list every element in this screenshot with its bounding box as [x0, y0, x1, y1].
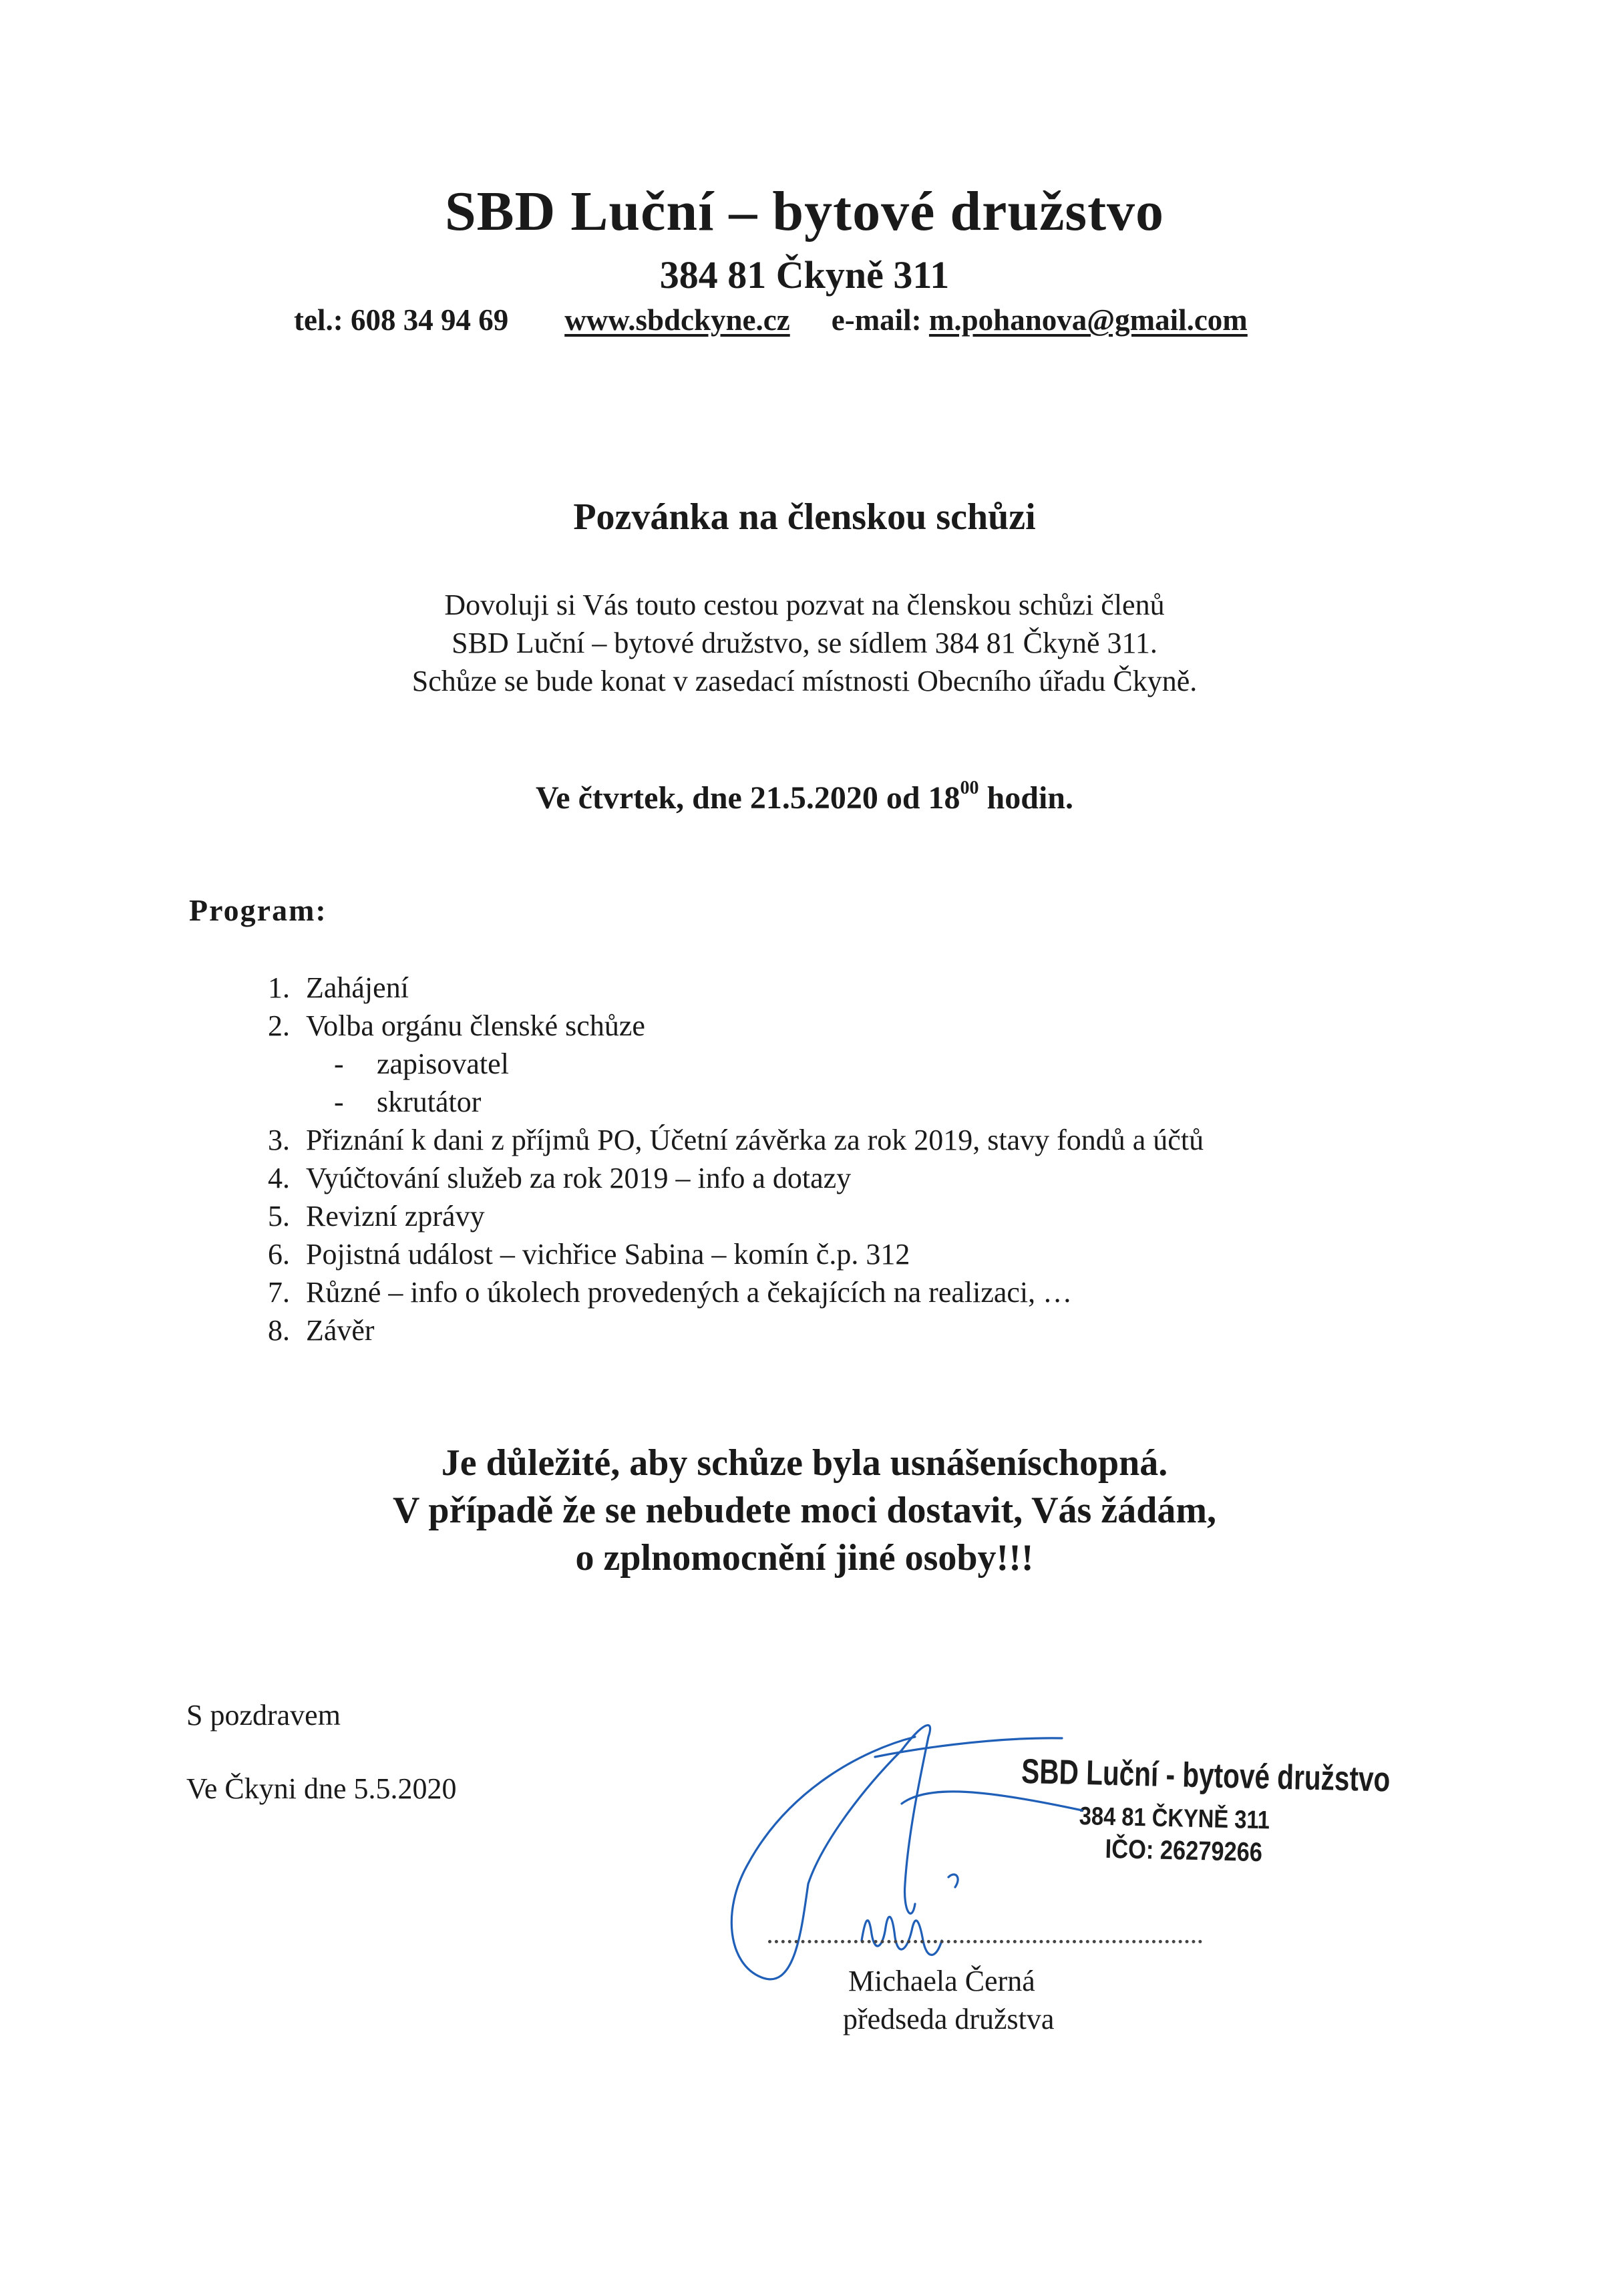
agenda-item: [232, 1311, 1204, 1349]
invitation-heading: Pozvánka na členskou schůzi: [573, 496, 1036, 538]
agenda-subitem-text: skrutátor: [377, 1086, 482, 1118]
stamp-line: 384 81 ČKYNĚ 311: [1079, 1802, 1270, 1835]
agenda-text: Přiznání k dani z příjmů PO, Účetní závěrka za rok 2019, stavy fondů a účtů: [306, 1124, 1204, 1156]
agenda-number: 2.: [268, 1009, 290, 1042]
intro-line: Schůze se bude konat v zasedací místnosti Obecního úřadu Čkyně.: [411, 665, 1198, 697]
agenda-number: 5.: [268, 1200, 290, 1233]
meeting-date-text: Ve čtvrtek, dne 21.5.2020 od 18: [536, 780, 960, 816]
agenda-text: Revizní zprávy: [306, 1200, 485, 1233]
notice-line: o zplnomocnění jiné osoby!!!: [575, 1537, 1034, 1579]
agenda-item: [232, 1235, 1204, 1273]
notice-line: Je důležité, aby schůze byla usnášeníschopná.: [441, 1442, 1168, 1484]
email-link[interactable]: m.pohanova@gmail.com: [928, 303, 1248, 337]
stamp-line: IČO: 26279266: [1105, 1834, 1263, 1868]
program-label: Program:: [189, 893, 327, 927]
agenda-text: Závěr: [306, 1314, 375, 1347]
bullet-dash: -: [334, 1047, 344, 1080]
agenda-number: 3.: [268, 1124, 290, 1156]
agenda-subitem: [232, 1083, 1204, 1121]
agenda-item: [232, 1159, 1204, 1197]
agenda-number: 8.: [268, 1314, 290, 1347]
agenda-number: 1.: [268, 971, 290, 1004]
place-and-date: Ve Čkyni dne 5.5.2020: [186, 1772, 457, 1805]
notice-line: V případě že se nebudete moci dostavit, Vás žádám,: [392, 1490, 1216, 1531]
invitation-intro: [0, 586, 1609, 700]
signatory-role: předseda družstva: [843, 2003, 1055, 2035]
important-notice: [0, 1440, 1609, 1582]
organization-address: 384 81 Čkyně 311: [659, 253, 950, 297]
agenda-list: [232, 969, 1204, 1349]
phone-number: tel.: 608 34 94 69: [294, 303, 509, 337]
agenda-item: [232, 969, 1204, 1007]
intro-line: Dovoluji si Vás touto cestou pozvat na členskou schůzi členů: [444, 589, 1165, 621]
meeting-date-suffix: hodin.: [987, 780, 1073, 816]
agenda-item: [232, 1197, 1204, 1235]
agenda-text: Zahájení: [306, 971, 409, 1004]
agenda-subitem: [232, 1045, 1204, 1083]
agenda-item: [232, 1121, 1204, 1159]
bullet-dash: -: [334, 1086, 344, 1118]
signatory-name: Michaela Černá: [848, 1965, 1035, 1997]
agenda-item: [232, 1007, 1204, 1045]
agenda-number: 7.: [268, 1276, 290, 1309]
agenda-text: Různé – info o úkolech provedených a čekajících na realizaci, …: [306, 1276, 1073, 1309]
email-label: e-mail:: [831, 303, 922, 337]
organization-name: SBD Luční – bytové družstvo: [444, 180, 1165, 242]
agenda-text: Pojistná událost – vichřice Sabina – komín č.p. 312: [306, 1238, 910, 1271]
agenda-number: 4.: [268, 1162, 290, 1194]
intro-line: SBD Luční – bytové družstvo, se sídlem 384 81 Čkyně 311.: [452, 627, 1157, 659]
agenda-subitem-text: zapisovatel: [377, 1047, 509, 1080]
contact-line: [294, 303, 1248, 337]
meeting-time-minutes: 00: [960, 778, 979, 798]
closing-greeting: S pozdravem: [186, 1699, 341, 1732]
website-link[interactable]: www.sbdckyne.cz: [564, 303, 790, 337]
agenda-number: 6.: [268, 1238, 290, 1271]
agenda-item: [232, 1273, 1204, 1311]
stamp-line: SBD Luční - bytové družstvo: [1021, 1752, 1391, 1800]
agenda-text: Vyúčtování služeb za rok 2019 – info a dotazy: [306, 1162, 852, 1194]
meeting-date: [0, 778, 1609, 816]
handwritten-signature: [708, 1710, 1109, 1991]
agenda-text: Volba orgánu členské schůze: [306, 1009, 645, 1042]
signature-dotted-line: [768, 1940, 1202, 1943]
